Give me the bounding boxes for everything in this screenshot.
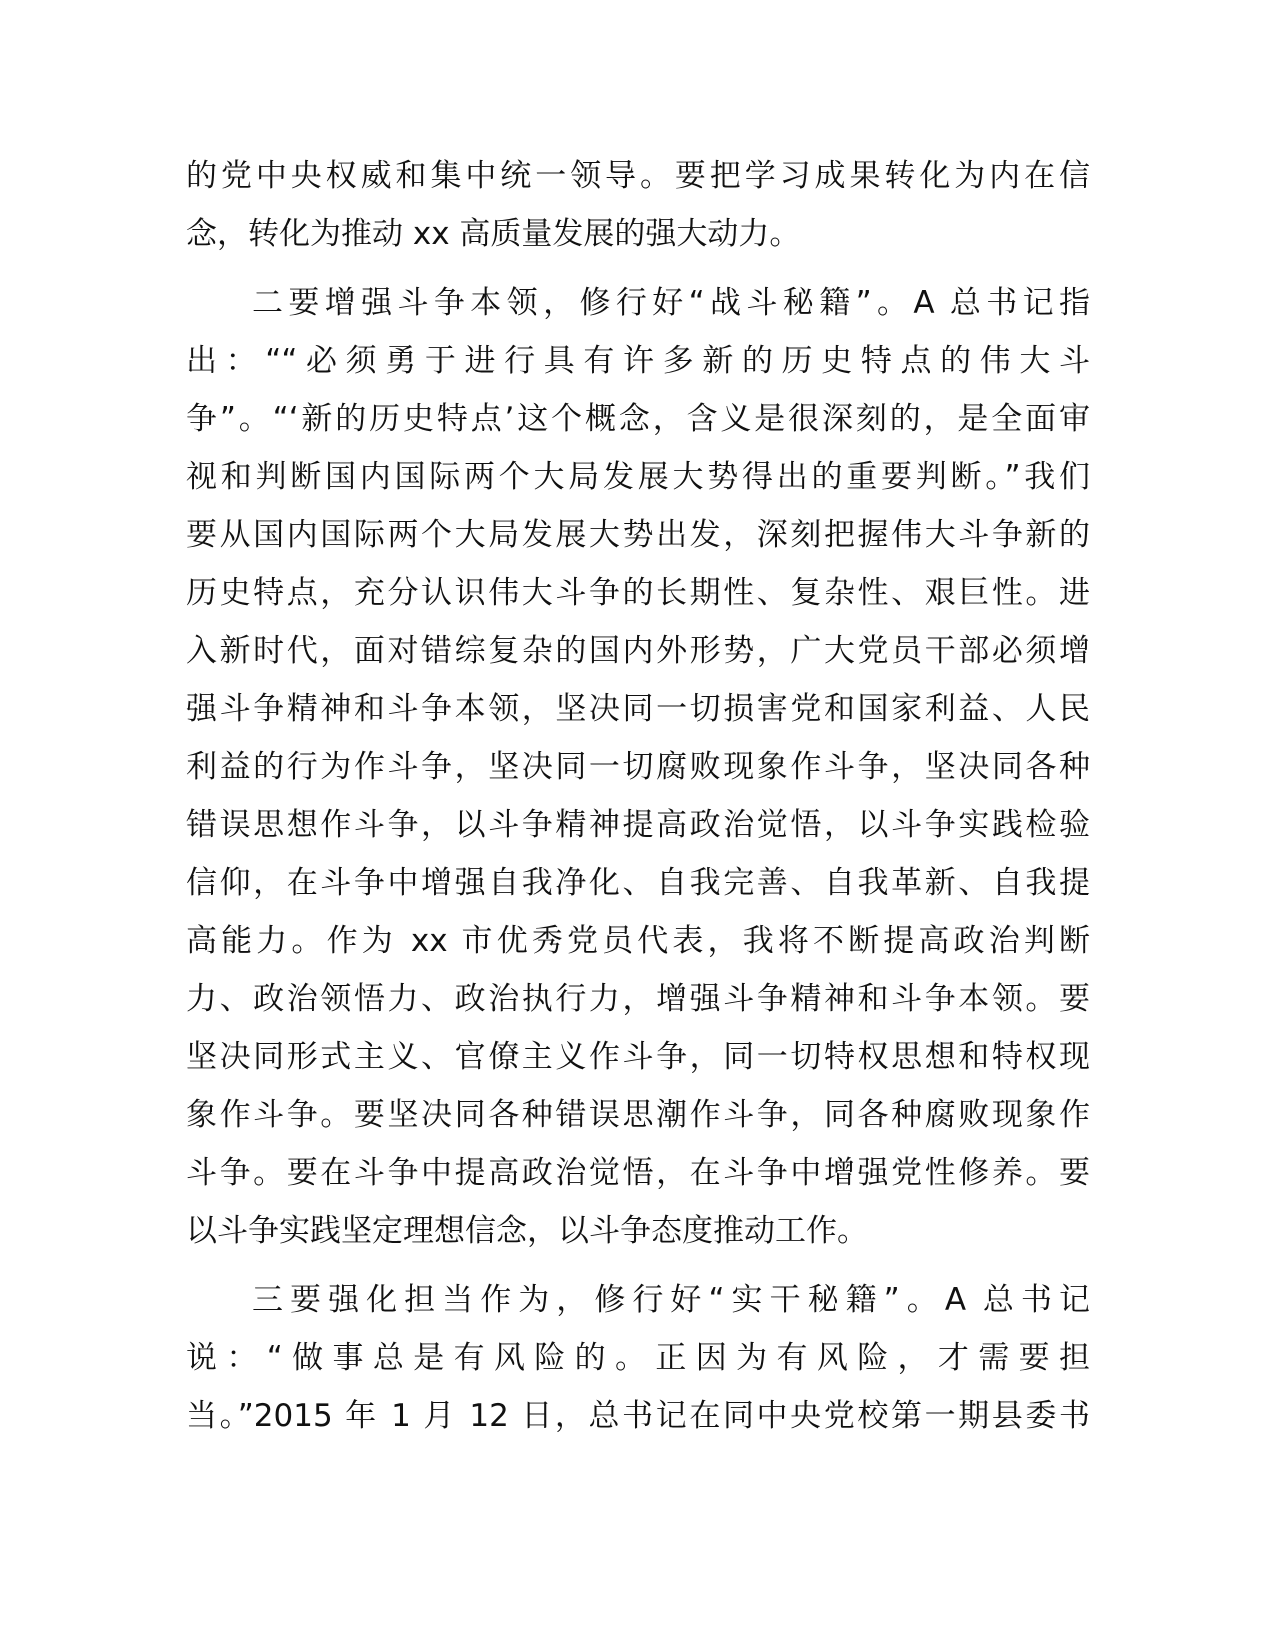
text-line: 力、政治领悟力、政治执行力，增强斗争精神和斗争本领。要 <box>186 981 1090 1017</box>
text-line: 入新时代，面对错综复杂的国内外形势，广大党员干部必须增 <box>186 633 1090 669</box>
text-line: 三要强化担当作为，修行好“实干秘籍”。A 总书记 <box>252 1282 1090 1318</box>
text-line: 要从国内国际两个大局发展大势出发，深刻把握伟大斗争新的 <box>186 517 1090 553</box>
text-line: 视和判断国内国际两个大局发展大势得出的重要判断。”我们 <box>186 459 1090 495</box>
text-line: 象作斗争。要坚决同各种错误思潮作斗争，同各种腐败现象作 <box>186 1097 1090 1133</box>
document-body <box>186 147 1090 1445</box>
text-line: 坚决同形式主义、官僚主义作斗争，同一切特权思想和特权现 <box>186 1039 1090 1075</box>
text-line: 信仰，在斗争中增强自我净化、自我完善、自我革新、自我提 <box>186 865 1090 901</box>
paragraph-1 <box>186 147 1090 263</box>
text-line: 争”。“‘新的历史特点’这个概念，含义是很深刻的，是全面审 <box>186 401 1090 437</box>
text-line: 历史特点，充分认识伟大斗争的长期性、复杂性、艰巨性。进 <box>186 575 1090 611</box>
text-line: 说：“做事总是有风险的。正因为有风险，才需要担 <box>186 1340 1090 1376</box>
text-line: 斗争。要在斗争中提高政治觉悟，在斗争中增强党性修养。要 <box>186 1155 1090 1191</box>
text-line: 二要增强斗争本领，修行好“战斗秘籍”。A 总书记指 <box>252 285 1090 321</box>
text-line: 高能力。作为 xx 市优秀党员代表，我将不断提高政治判断 <box>186 923 1090 959</box>
text-line: 错误思想作斗争，以斗争精神提高政治觉悟，以斗争实践检验 <box>186 807 1090 843</box>
text-line: 当。”2015 年 1 月 12 日，总书记在同中央党校第一期县委书 <box>186 1398 1090 1434</box>
text-line: 利益的行为作斗争，坚决同一切腐败现象作斗争，坚决同各种 <box>186 749 1090 785</box>
text-line: 的党中央权威和集中统一领导。要把学习成果转化为内在信 <box>186 158 1090 194</box>
text-line: 强斗争精神和斗争本领，坚决同一切损害党和国家利益、人民 <box>186 691 1090 727</box>
text-line: 出：““必须勇于进行具有许多新的历史特点的伟大斗 <box>186 343 1090 379</box>
paragraph-3 <box>186 1271 1090 1445</box>
paragraph-2 <box>186 274 1090 1260</box>
text-line: 以斗争实践坚定理想信念，以斗争态度推动工作。 <box>186 1213 868 1249</box>
text-line: 念，转化为推动 xx 高质量发展的强大动力。 <box>186 216 801 252</box>
